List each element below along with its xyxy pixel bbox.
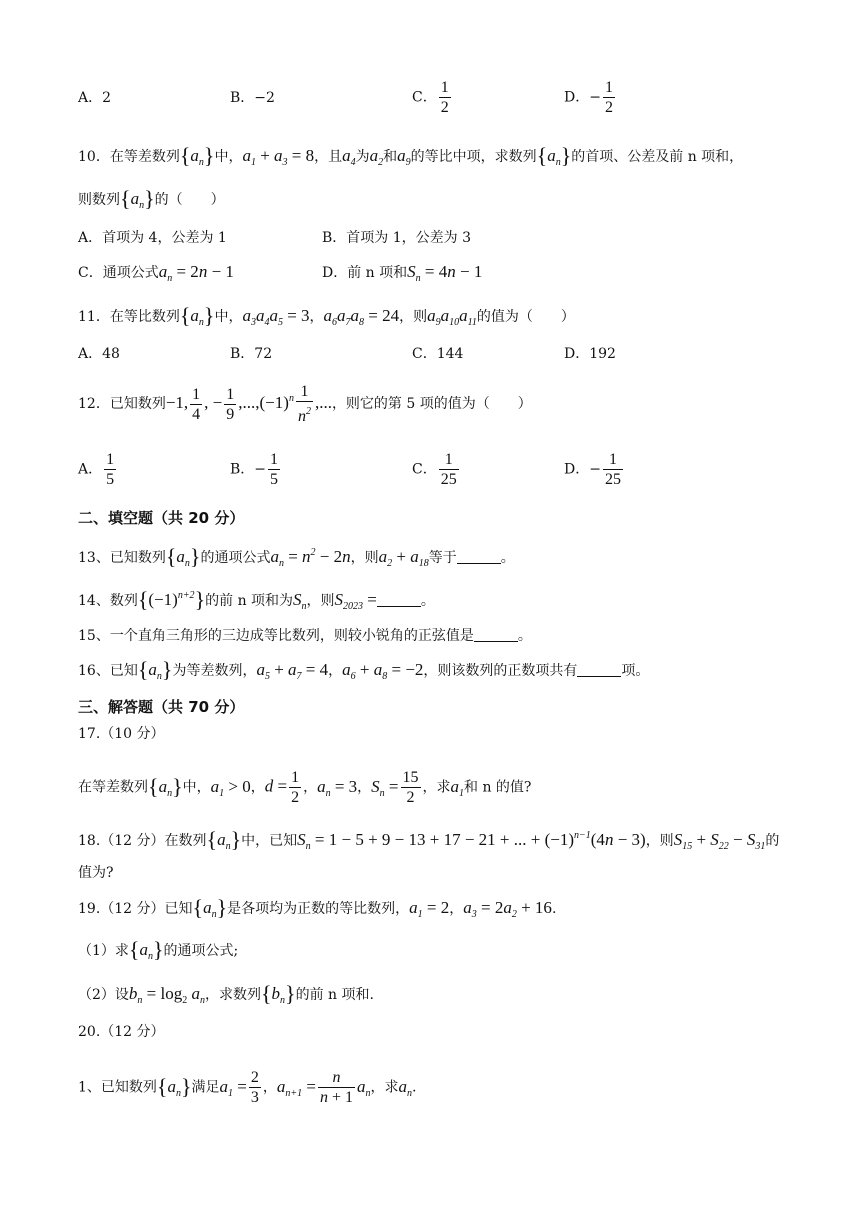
- q12-option-d: D．− $\frac{1}{25}$: [564, 451, 621, 488]
- q11-option-d: D．192: [564, 346, 616, 362]
- q12-option-c: C． $\frac{1}{25}$: [412, 451, 457, 488]
- q10-option-b: B．首项为 1，公差为 3: [322, 230, 472, 246]
- q16: 16、已知$\{a_n\}$为等差数列，$a_5 + a_7 = 4$，$a_6 + a_8 = -2$，则该数列的正数项共有 项。: [78, 657, 650, 682]
- fraction: $\frac{1}{2}$: [440, 79, 449, 116]
- q9-option-a: A．2: [78, 90, 112, 106]
- q9-option-b: B．−2: [230, 90, 275, 106]
- q13: 13、已知数列$\{a_n\}$的通项公式$a_n = n^2 - 2n$，则$a_2 + a_{18}$等于 。: [78, 544, 515, 569]
- q18-stem-line2: 值为?: [78, 865, 114, 881]
- q19-stem: 19.（12 分）已知$\{a_n\}$是各项均为正数的等比数列，$a_1 = 2$，$a_3 = 2a_2 + 16$.: [78, 895, 557, 920]
- q9-option-c: C． $\frac{1}{2}$: [412, 79, 449, 116]
- q19-part1: （1）求$\{a_n\}$的通项公式;: [78, 937, 239, 962]
- q11-option-c: C．144: [412, 346, 464, 362]
- q10-option-a: A．首项为 4，公差为 1: [78, 230, 227, 246]
- fraction: $\frac{1}{2}$: [604, 79, 613, 116]
- q20-stem: 1、已知数列$\{a_n\}$满足$a_1$ = $\frac{2}{3}$ ，$a_{n+1}$ = $\frac{n}{n + 1}$ $a_n$，求$a_n$.: [78, 1069, 417, 1106]
- section-solve-heading: 三、解答题（共 70 分）: [78, 698, 245, 716]
- q9-option-d: D．− $\frac{1}{2}$: [564, 79, 613, 116]
- q12-option-a: A． $\frac{1}{5}$: [78, 451, 115, 488]
- q10-stem-line2: 则数列$\{a_n\}$的（ ）: [78, 186, 225, 211]
- answer-blank: [377, 606, 421, 607]
- q14: 14、数列$\{(-1)^{n+2}\}$的前 n 项和为$S_n$，则$S_{2023}$ = 。: [78, 587, 435, 612]
- q10-stem: 10．在等差数列$\{a_n\}$中，$a_1 + a_3 = 8$，且$a_4$为$a_2$和$a_9$的等比中项，求数列$\{a_n\}$的首项、公差及前 n 项和，: [78, 143, 744, 168]
- q17-stem: 在等差数列$\{a_n\}$中，$a_1 > 0$，d = $\frac{1}{2}$ ，$a_n = 3$，$S_n$ = $\frac{15}{2}$ ，求$a_1$和 n 的值?: [78, 769, 532, 806]
- q10-option-d: D．前 n 项和$S_n = 4n - 1$: [322, 262, 483, 284]
- q17-header: 17.（10 分）: [78, 726, 165, 742]
- q15: 15、一个直角三角形的三边成等比数列，则较小锐角的正弦值是 。: [78, 628, 532, 644]
- q12-option-b: B．− $\frac{1}{5}$: [230, 451, 279, 488]
- section-fill-in-heading: 二、填空题（共 20 分）: [78, 509, 245, 527]
- q10-option-c: C．通项公式$a_n = 2n - 1$: [78, 262, 234, 284]
- q18-stem: 18.（12 分）在数列$\{a_n\}$中，已知$S_n = 1 - 5 + 9 - 13 + 17 - 21$ + ... + $(-1)^{n-1}(4n - 3)$，则$S_{15} + S_{22} - S_{31}$的: [78, 827, 780, 852]
- q11-stem: 11．在等比数列$\{a_n\}$中，$a_3a_4a_5 = 3$，$a_6a_7a_8 = 24$，则$a_9a_{10}a_{11}$的值为（ ）: [78, 303, 575, 328]
- answer-blank: [457, 563, 501, 564]
- q11-option-a: A．48: [78, 346, 120, 362]
- q20-header: 20.（12 分）: [78, 1024, 165, 1040]
- answer-blank: [474, 641, 518, 642]
- q19-part2: （2）设$b_n = \log_2 a_n$，求数列$\{b_n\}$的前 n 项和.: [78, 981, 374, 1006]
- q12-stem: 12．已知数列−1, $\frac{1}{4}$ , − $\frac{1}{9}$ $,...,(-1)^n$ $\frac{1}{n^2}$ ,...，则它的第 5 项的值为（ ）: [78, 383, 532, 425]
- answer-blank: [577, 676, 621, 677]
- q11-option-b: B．72: [230, 346, 273, 362]
